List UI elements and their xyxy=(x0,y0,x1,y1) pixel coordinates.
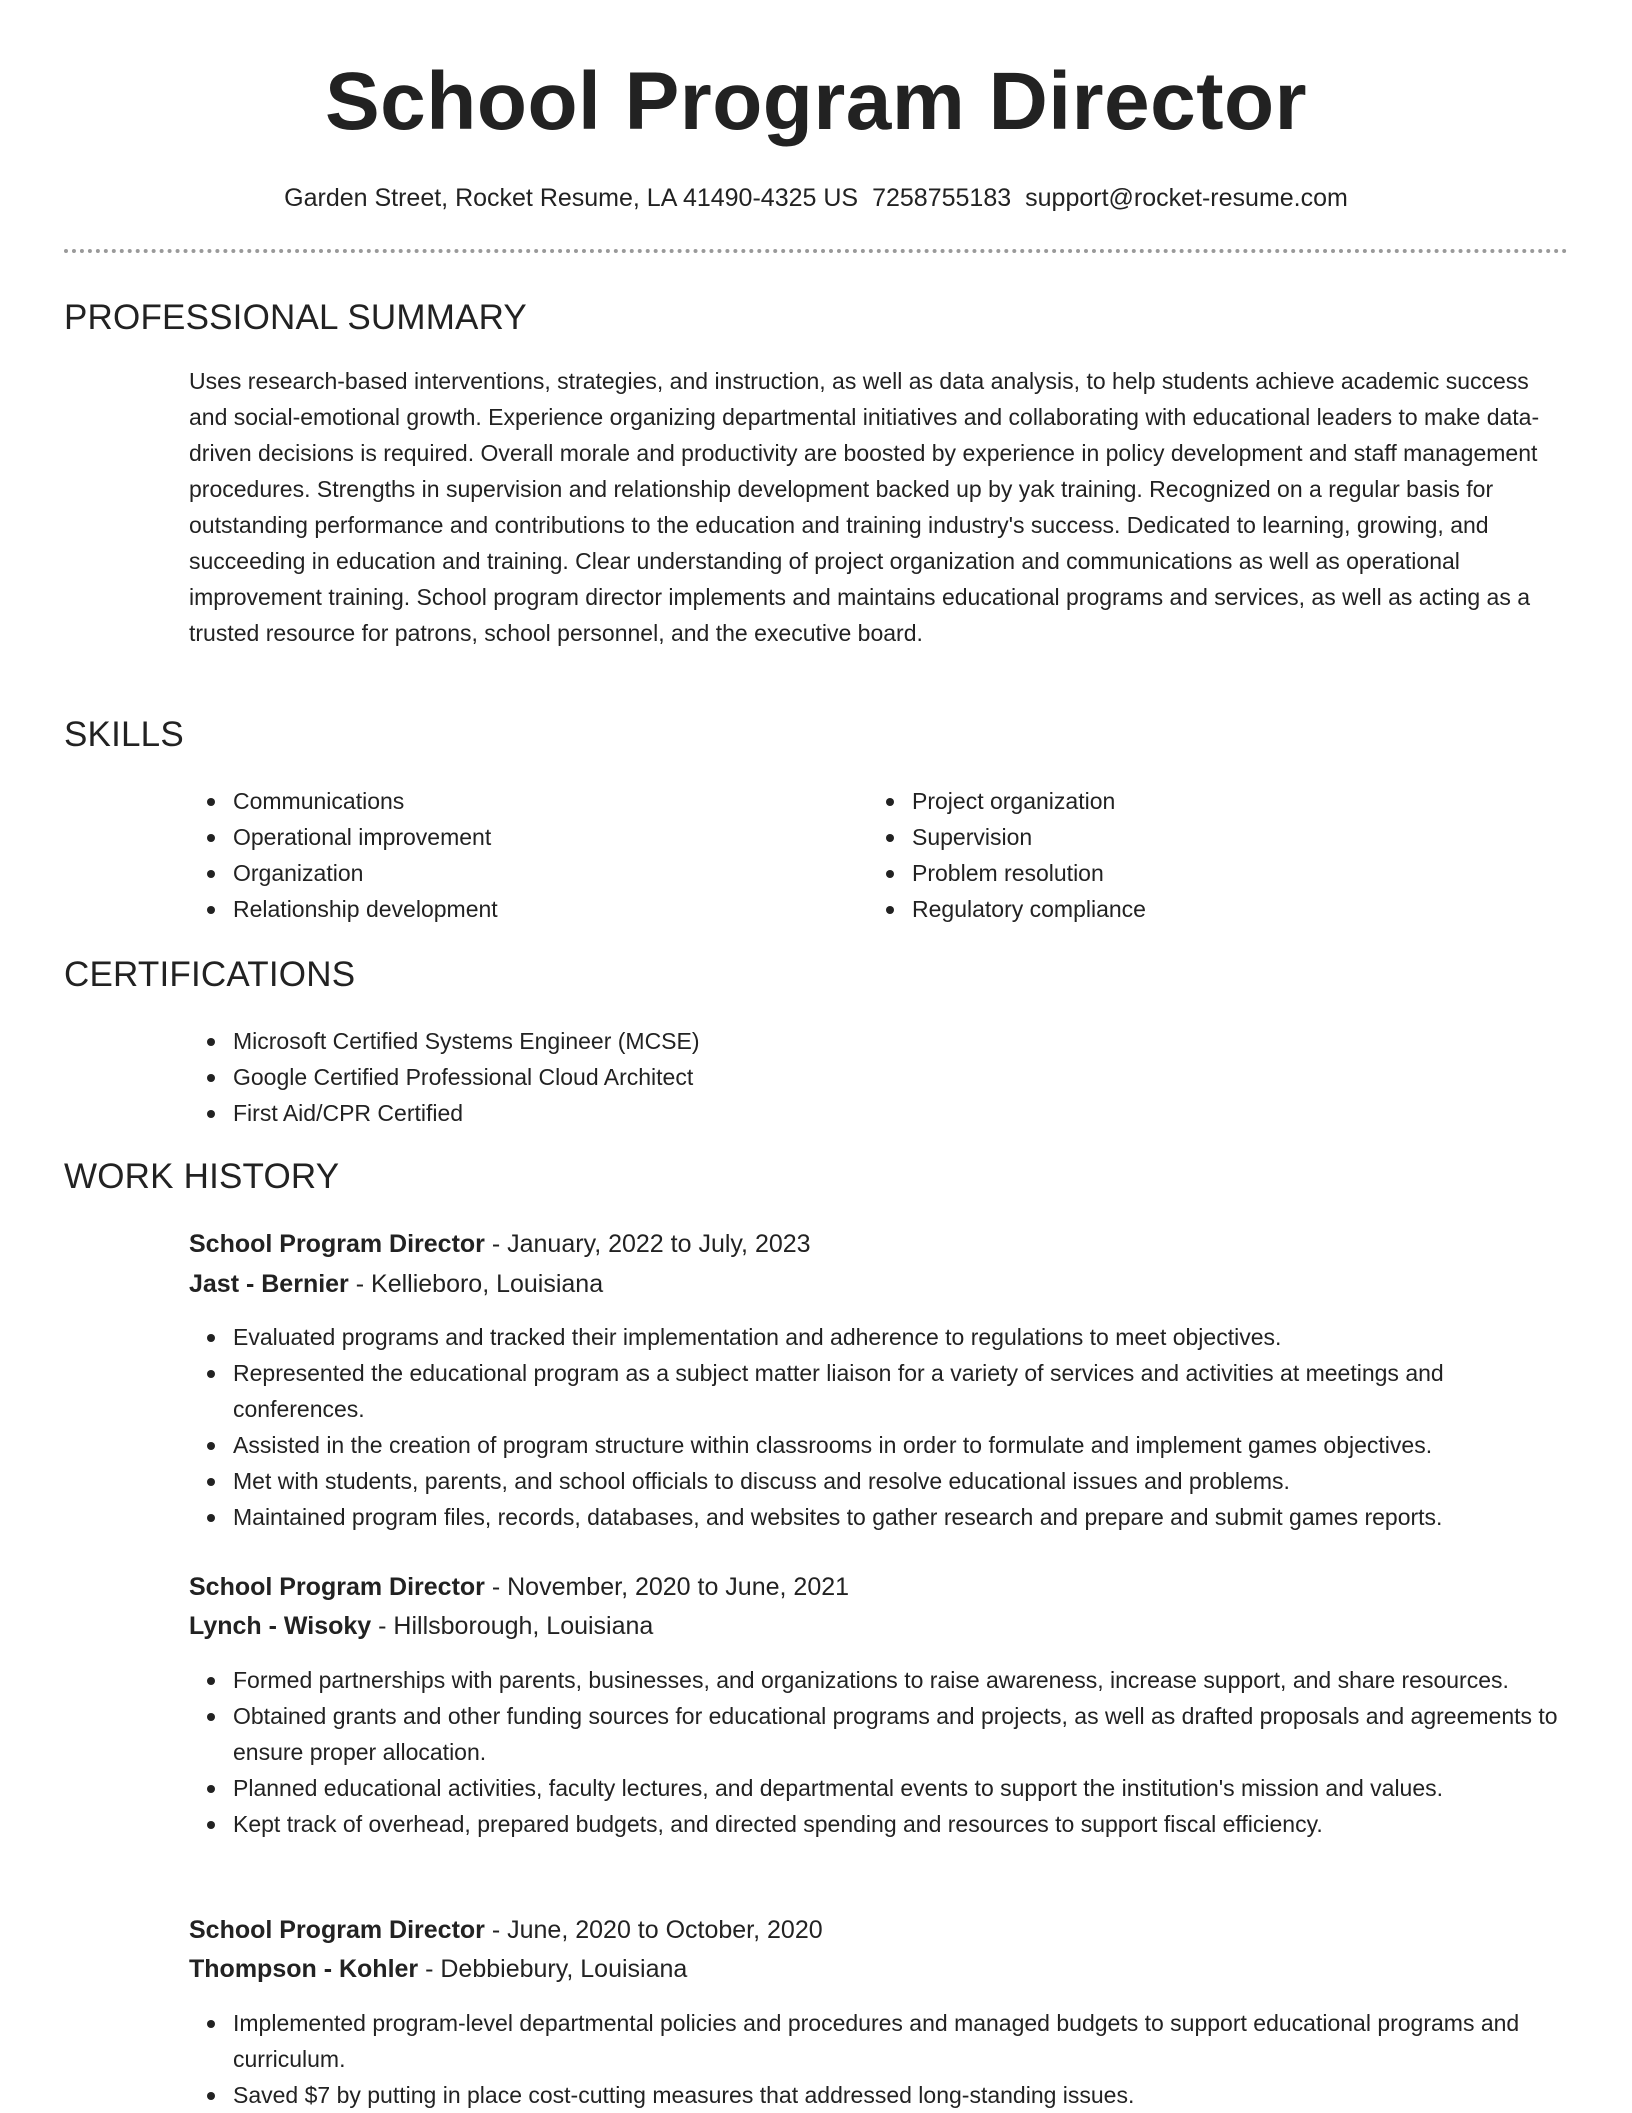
job-bullet: Assisted in the creation of program structure within classrooms in order to formulate and implement games objectives. xyxy=(189,1427,1564,1463)
job-bullet: Planned educational activities, faculty lectures, and departmental events to support the institution's mission and values. xyxy=(189,1770,1564,1806)
skills-list-left xyxy=(189,783,829,927)
skill-item: Operational improvement xyxy=(189,819,829,855)
job-bullet: Evaluated programs and tracked their implementation and adherence to regulations to meet objectives. xyxy=(189,1319,1564,1355)
skill-item: Regulatory compliance xyxy=(868,891,1508,927)
skill-item: Problem resolution xyxy=(868,855,1508,891)
job-location: - Hillsborough, Louisiana xyxy=(371,1612,654,1640)
certifications-list xyxy=(189,1023,1564,1131)
certification-item: Google Certified Professional Cloud Architect xyxy=(189,1059,1564,1095)
job-company: Lynch - Wisoky xyxy=(189,1612,372,1640)
skills-list-right xyxy=(868,783,1508,927)
job-location: - Kellieboro, Louisiana xyxy=(348,1270,604,1298)
job-bullets xyxy=(189,1662,1564,1842)
skill-item: Communications xyxy=(189,783,829,819)
job-company-line xyxy=(189,1265,603,1303)
certification-item: First Aid/CPR Certified xyxy=(189,1095,1564,1131)
resume-name: School Program Director xyxy=(324,56,1308,147)
job-bullet: Kept track of overhead, prepared budgets, and directed spending and resources to support fiscal efficiency. xyxy=(189,1806,1564,1842)
job-company-line xyxy=(189,1607,653,1645)
job-company: Jast - Bernier xyxy=(189,1270,349,1298)
skills-heading: SKILLS xyxy=(64,715,184,754)
job-title-line xyxy=(189,1568,849,1606)
job-bullet: Saved $7 by putting in place cost-cutting measures that addressed long-standing issues. xyxy=(189,2077,1564,2113)
job-dates: - November, 2020 to June, 2021 xyxy=(484,1573,850,1601)
job-bullet: Formed partnerships with parents, businesses, and organizations to raise awareness, increase support, and share resources. xyxy=(189,1662,1564,1698)
job-bullet: Maintained program files, records, databases, and websites to gather research and prepare and submit games reports. xyxy=(189,1499,1564,1535)
summary-text: Uses research-based interventions, strategies, and instruction, as well as data analysis, to help students achieve academic success and social-emotional growth. Experience organizing departmental initiatives and collaborating with educational leaders to make data-driven decisions is required. Overall morale and productivity are boosted by experience in policy development and staff management procedures. Strengths in supervision and relationship development backed up by yak training. Recognized on a regular basis for outstanding performance and contributions to the education and training industry's success. Dedicated to learning, growing, and succeeding in education and training. Clear understanding of project organization and communications as well as operational improvement training. School program director implements and maintains educational programs and services, as well as acting as a trusted resource for patrons, school personnel, and the executive board. xyxy=(189,368,1540,646)
work-history-heading: WORK HISTORY xyxy=(64,1157,340,1196)
summary-heading: PROFESSIONAL SUMMARY xyxy=(64,298,527,337)
job-bullet: Implemented program-level departmental policies and procedures and managed budgets to support educational programs and curriculum. xyxy=(189,2005,1564,2077)
job-dates: - June, 2020 to October, 2020 xyxy=(484,1916,823,1944)
certifications-heading: CERTIFICATIONS xyxy=(64,955,356,994)
skill-item: Project organization xyxy=(868,783,1508,819)
job-title-line xyxy=(189,1911,823,1949)
job-company: Thompson - Kohler xyxy=(189,1955,419,1983)
job-bullet: Met with students, parents, and school officials to discuss and resolve educational issues and problems. xyxy=(189,1463,1564,1499)
job-role: School Program Director xyxy=(189,1230,485,1258)
skill-item: Relationship development xyxy=(189,891,829,927)
contact-email: support@rocket-resume.com xyxy=(1025,184,1348,212)
job-location: - Debbiebury, Louisiana xyxy=(418,1955,688,1983)
skill-item: Organization xyxy=(189,855,829,891)
header-divider xyxy=(64,249,1568,253)
job-role: School Program Director xyxy=(189,1916,485,1944)
job-company-line xyxy=(189,1950,687,1988)
job-bullet: Obtained grants and other funding sources for educational programs and projects, as well as drafted proposals and agreements to ensure proper allocation. xyxy=(189,1698,1564,1770)
contact-line xyxy=(0,180,1632,216)
job-bullets xyxy=(189,1319,1564,1535)
job-title-line xyxy=(189,1225,811,1263)
skill-item: Supervision xyxy=(868,819,1508,855)
contact-phone: 7258755183 xyxy=(872,184,1012,212)
job-bullet: Represented the educational program as a subject matter liaison for a variety of services and activities at meetings and conferences. xyxy=(189,1355,1564,1427)
job-dates: - January, 2022 to July, 2023 xyxy=(484,1230,811,1258)
certification-item: Microsoft Certified Systems Engineer (MCSE) xyxy=(189,1023,1564,1059)
job-role: School Program Director xyxy=(189,1573,485,1601)
job-bullets xyxy=(189,2005,1564,2113)
contact-address: Garden Street, Rocket Resume, LA 41490-4325 US xyxy=(284,184,859,212)
